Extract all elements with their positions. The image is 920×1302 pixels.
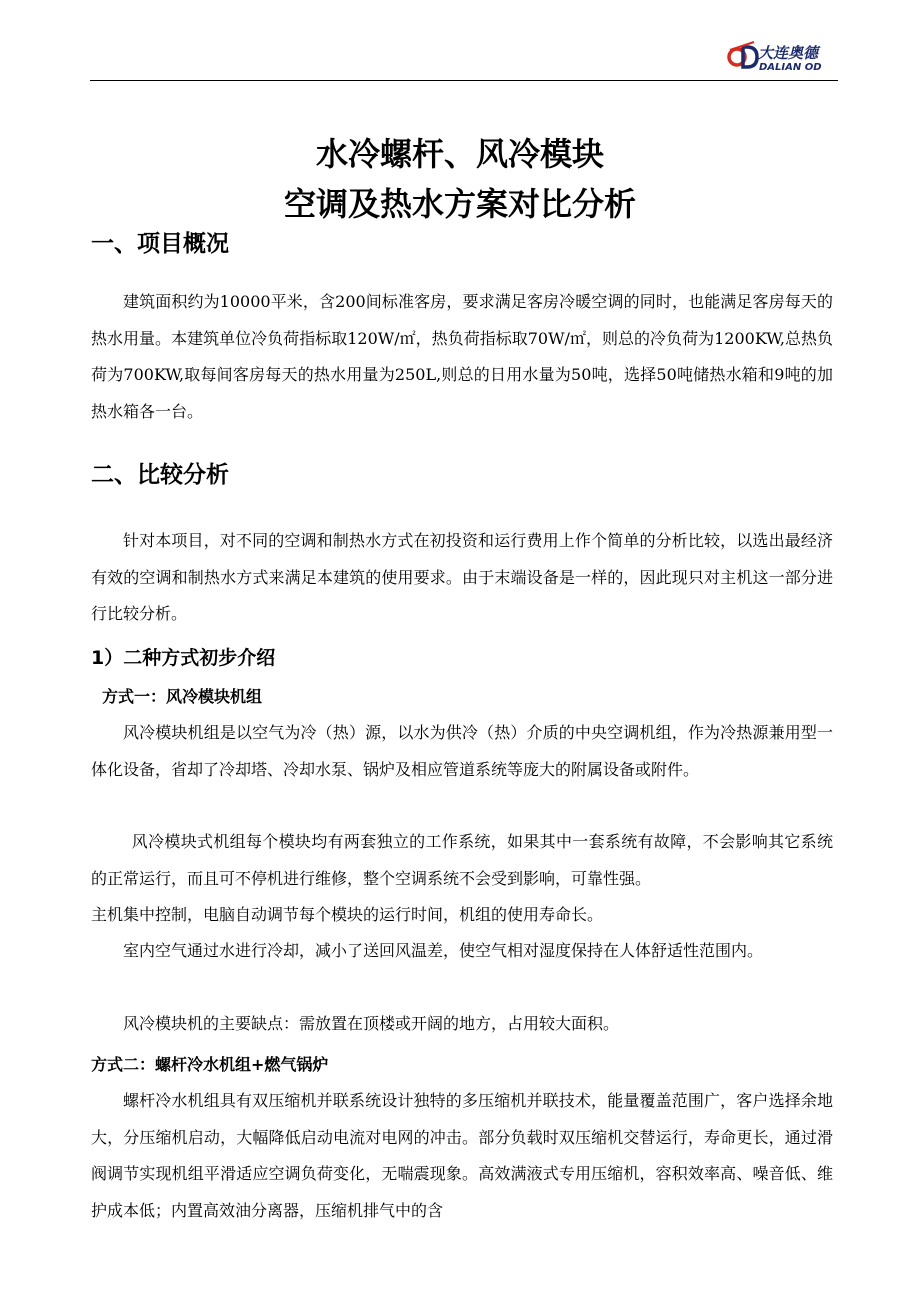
company-logo xyxy=(726,38,841,78)
header-rule xyxy=(90,80,838,81)
method-2-paragraph-1: 螺杆冷水机组具有双压缩机并联系统设计独特的多压缩机并联技术，能量覆盖范围广，客户选择余地大，分压缩机启动，大幅降低启动电流对电网的冲击。部分负载时双压缩机交替运行，寿命更长，通过滑阀调节实现机组平滑适应空调负荷变化，无喘震现象。高效满液式专用压缩机，容积效率高、噪音低、维护成本低；内置高效油分离器，压缩机排气中的含 xyxy=(91,1091,833,1220)
logo-mark-icon xyxy=(726,38,760,72)
comparison-intro-paragraph: 针对本项目，对不同的空调和制热水方式在初投资和运行费用上作个简单的分析比较，以选出最经济有效的空调和制热水方式来满足本建筑的使用要求。由于末端设备是一样的，因此现只对主机这一部分进行比较分析。 xyxy=(91,531,833,623)
section-heading-project-overview: 一、项目概况 xyxy=(91,231,229,257)
method-1-paragraph-2: 风冷模块式机组每个模块均有两套独立的工作系统，如果其中一套系统有故障，不会影响其它系统的正常运行，而且可不停机进行维修，整个空调系统不会受到影响，可靠性强。 xyxy=(91,832,833,888)
method-1-paragraph-3: 主机集中控制，电脑自动调节每个模块的运行时间，机组的使用寿命长。 xyxy=(91,905,604,924)
method-1-paragraph-1: 风冷模块机组是以空气为冷（热）源，以水为供冷（热）介质的中央空调机组，作为冷热源兼用型一体化设备，省却了冷却塔、冷却水泵、锅炉及相应管道系统等庞大的附属设备或附件。 xyxy=(91,723,833,779)
project-overview-paragraph: 建筑面积约为10000平米，含200间标准客房，要求满足客房冷暖空调的同时，也能满足客房每天的热水用量。本建筑单位冷负荷指标取120W/㎡，热负荷指标取70W/㎡，则总的冷负荷为1200KW,总热负荷为700KW,取每间客房每天的热水用量为250L,则总的日用水量为50吨，选择50吨储热水箱和9吨的加热水箱各一台。 xyxy=(91,292,833,421)
document-title-line-1: 水冷螺杆、风冷模块 xyxy=(315,135,604,173)
logo-english-name: DALIAN OD xyxy=(759,62,822,73)
logo-chinese-name: 大连奥德 xyxy=(758,44,819,62)
document-title-line-2: 空调及热水方案对比分析 xyxy=(283,185,636,223)
method-1-paragraph-5: 风冷模块机的主要缺点：需放置在顶楼或开阔的地方，占用较大面积。 xyxy=(123,1014,620,1033)
method-1-paragraph-4: 室内空气通过水进行冷却，减小了送回风温差，使空气相对湿度保持在人体舒适性范围内。 xyxy=(123,941,764,960)
section-heading-comparison: 二、比较分析 xyxy=(91,462,229,488)
subsection-heading-methods: 1）二种方式初步介绍 xyxy=(91,647,276,669)
method-2-heading: 方式二：螺杆冷水机组+燃气锅炉 xyxy=(91,1055,329,1074)
method-1-heading: 方式一：风冷模块机组 xyxy=(102,687,263,706)
